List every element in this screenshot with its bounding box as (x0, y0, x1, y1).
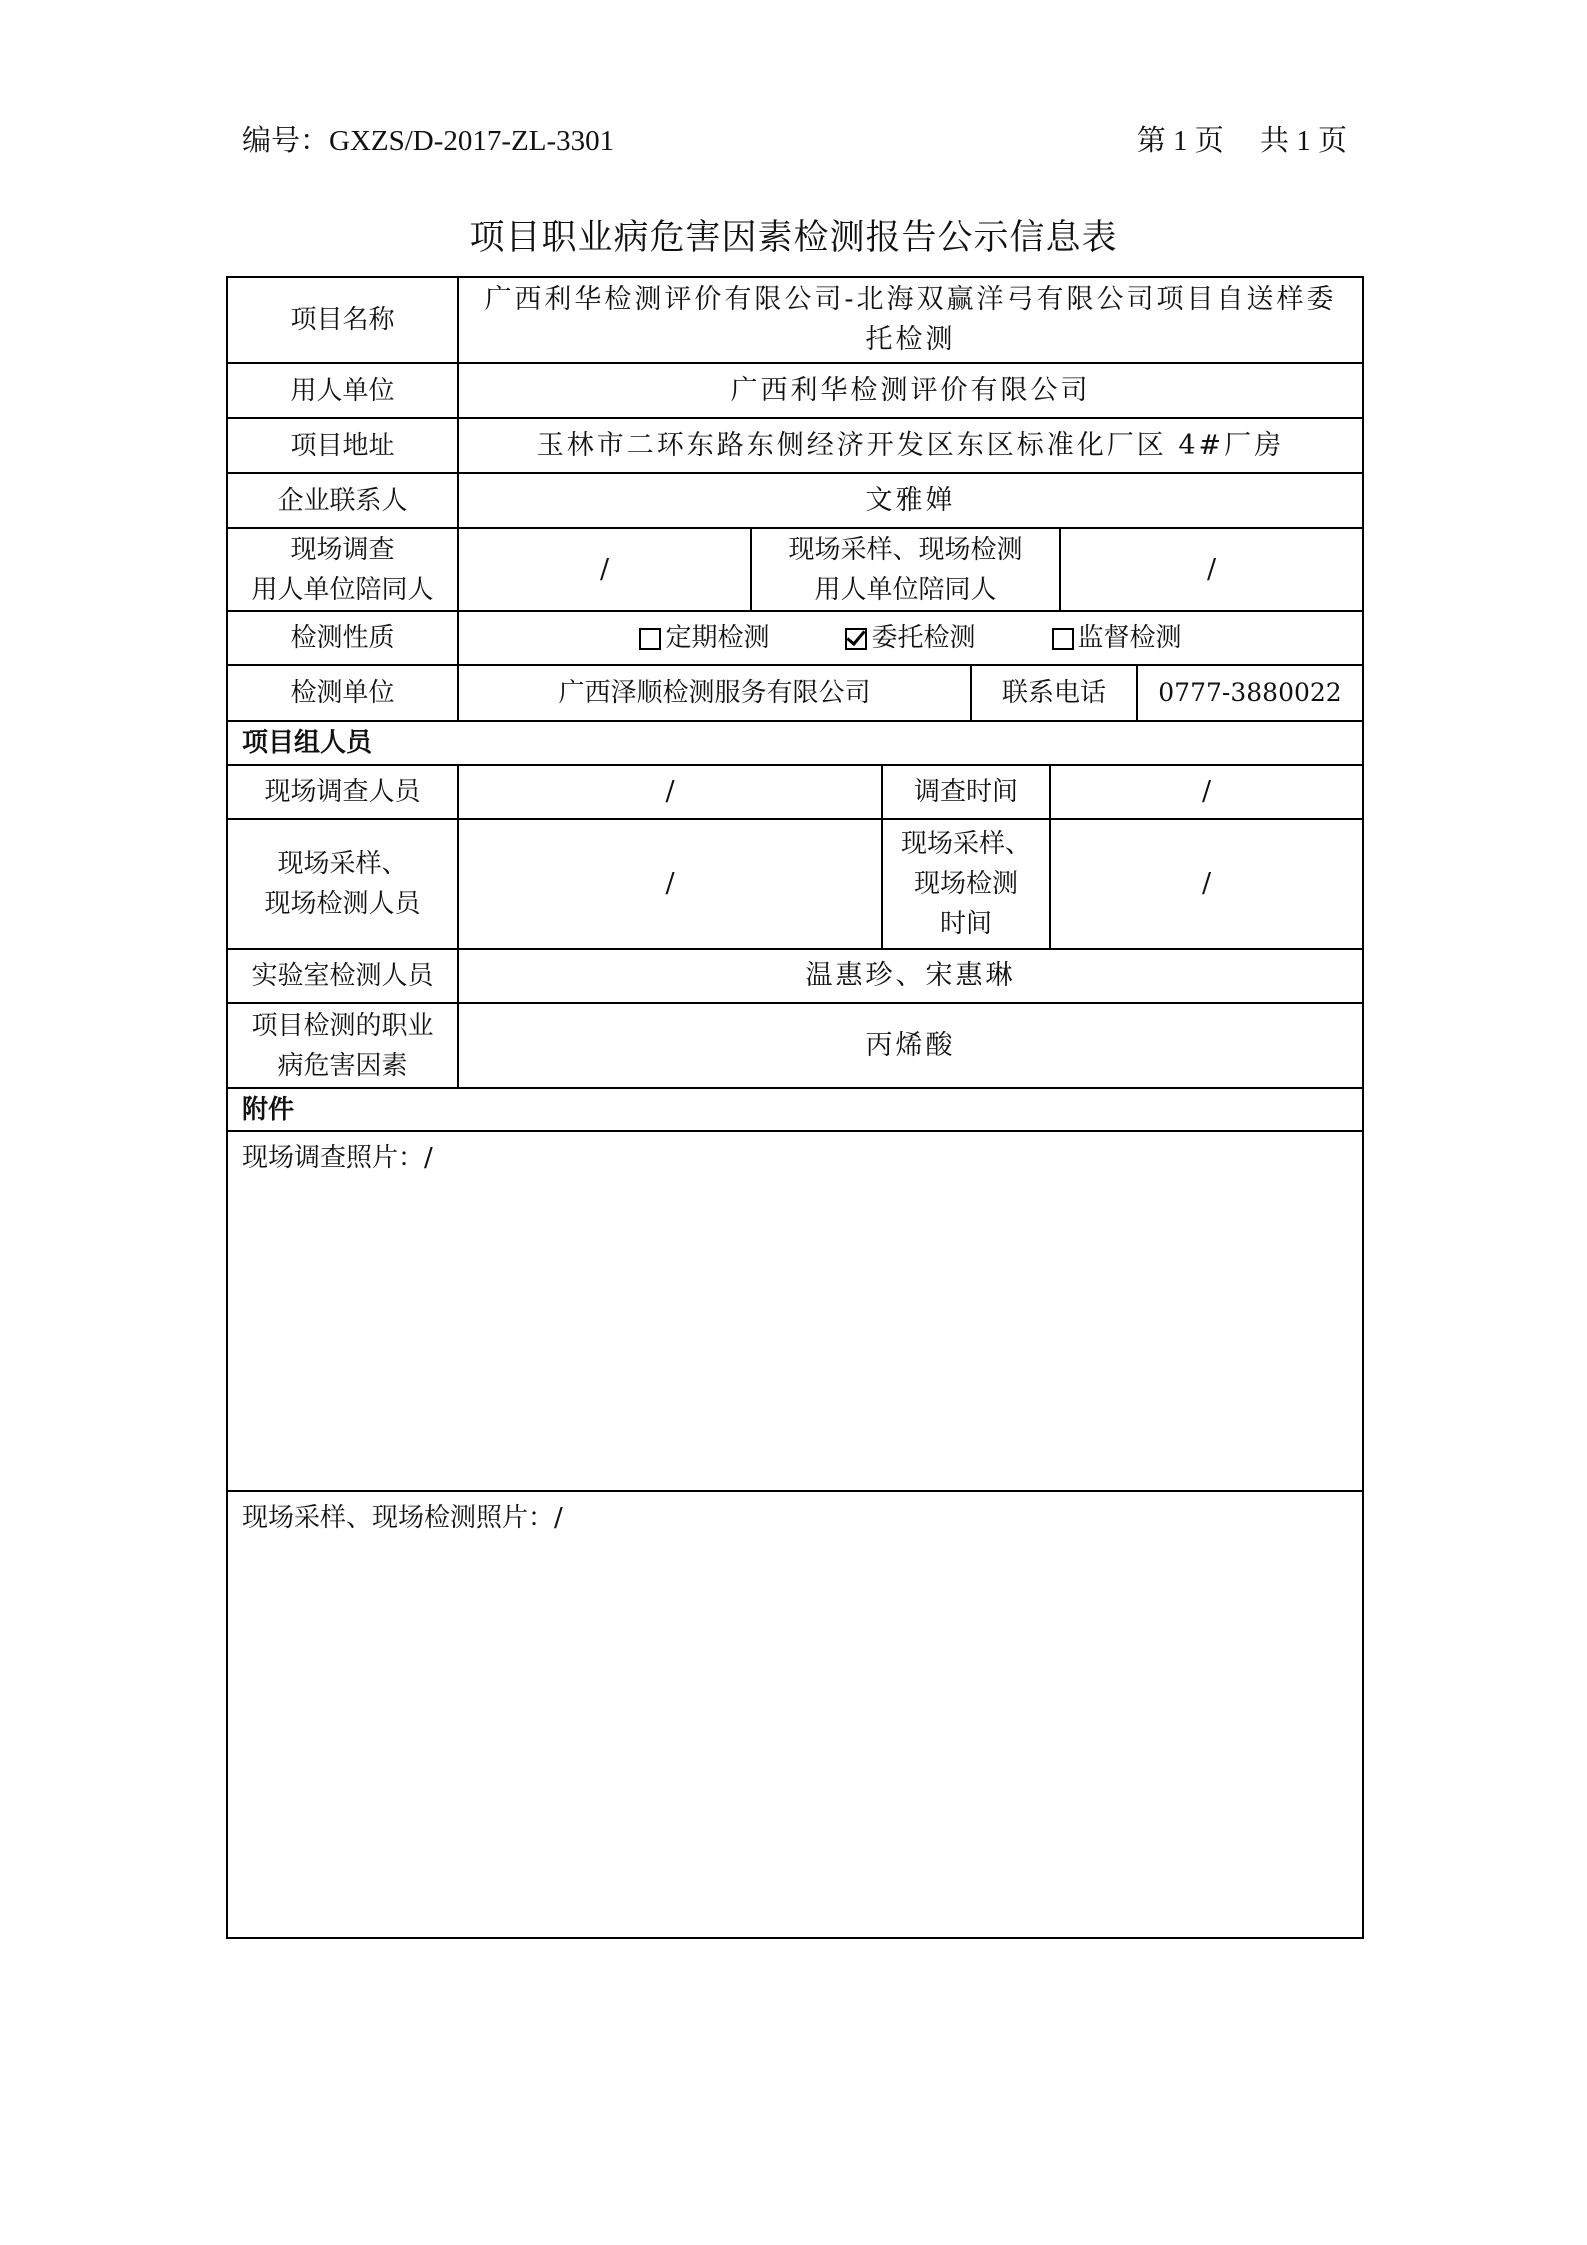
row-survey-staff (228, 764, 1362, 818)
lab-staff-label: 实验室检测人员 (251, 961, 434, 991)
survey-photos-label: 现场调查照片：/ (242, 1143, 433, 1173)
address-label: 项目地址 (290, 430, 395, 461)
info-table (226, 276, 1364, 1939)
testing-unit-label: 检测单位 (290, 678, 395, 708)
hazards-label (228, 1004, 457, 1087)
option-supervisory[interactable] (1052, 618, 1182, 658)
hazards-value: 丙烯酸 (457, 1004, 1362, 1087)
option-commissioned-label: 委托检测 (871, 623, 976, 653)
row-team-section (228, 720, 1362, 764)
row-lab-staff (228, 948, 1362, 1002)
row-hazards (228, 1002, 1362, 1087)
sampling-time-label-line3: 时间 (939, 909, 992, 939)
sampling-escort-value: / (1059, 529, 1362, 610)
option-periodic[interactable] (639, 618, 769, 658)
document-number: 编号：GXZS/D-2017-ZL-3301 (242, 125, 615, 157)
row-survey-photos (228, 1130, 1362, 1490)
survey-staff-label: 现场调查人员 (264, 777, 421, 807)
sampling-staff-label-line2: 现场检测人员 (264, 889, 421, 919)
phone-value: 0777-3880022 (1136, 666, 1362, 720)
option-supervisory-label: 监督检测 (1077, 623, 1182, 653)
checkbox-checked-icon[interactable] (845, 628, 867, 650)
contact-label: 企业联系人 (277, 485, 408, 516)
sampling-time-label (881, 820, 1049, 948)
sampling-staff-label-line1: 现场采样、 (277, 849, 408, 879)
lab-staff-value: 温惠珍、宋惠琳 (457, 950, 1362, 1002)
phone-label: 联系电话 (970, 666, 1136, 720)
page-title: 项目职业病危害因素检测报告公示信息表 (469, 218, 1118, 258)
sampling-escort-label (750, 529, 1059, 610)
page-info: 第 1 页 共 1 页 (1136, 125, 1347, 157)
row-sampling-staff (228, 818, 1362, 948)
survey-staff-value: / (457, 766, 881, 818)
employer-label: 用人单位 (290, 375, 395, 406)
contact-value: 文雅婵 (457, 474, 1362, 527)
sampling-time-label-line1: 现场采样、 (900, 829, 1031, 859)
sampling-staff-label (228, 820, 457, 948)
survey-escort-label-line1: 现场调查 (290, 534, 395, 565)
row-nature (228, 610, 1362, 664)
row-employer (228, 362, 1362, 417)
row-project-name (228, 278, 1362, 362)
project-name-label: 项目名称 (290, 305, 395, 335)
row-attachments-section (228, 1087, 1362, 1130)
employer-value: 广西利华检测评价有限公司 (457, 364, 1362, 417)
sampling-time-value: / (1049, 820, 1362, 948)
survey-escort-value: / (457, 529, 750, 610)
hazards-label-line2: 病危害因素 (277, 1050, 408, 1081)
row-contact (228, 472, 1362, 527)
sampling-staff-value: / (457, 820, 881, 948)
option-commissioned[interactable] (845, 618, 975, 658)
survey-escort-label (228, 529, 457, 610)
testing-unit-value: 广西泽顺检测服务有限公司 (457, 666, 970, 720)
address-value: 玉林市二环东路东侧经济开发区东区标准化厂区 4#厂房 (457, 419, 1362, 472)
checkbox-unchecked-icon[interactable] (1052, 628, 1074, 650)
checkbox-unchecked-icon[interactable] (639, 628, 661, 650)
nature-options (457, 612, 1362, 664)
sampling-time-label-line2: 现场检测 (913, 869, 1018, 899)
sampling-escort-label-line2: 用人单位陪同人 (814, 574, 997, 605)
row-sampling-photos (228, 1490, 1362, 1937)
team-section-heading: 项目组人员 (242, 728, 373, 758)
row-escort (228, 527, 1362, 610)
option-periodic-label: 定期检测 (665, 623, 770, 653)
attachments-section-heading: 附件 (242, 1094, 295, 1125)
nature-label: 检测性质 (290, 623, 395, 653)
survey-escort-label-line2: 用人单位陪同人 (251, 574, 434, 605)
row-testing-unit (228, 664, 1362, 720)
survey-time-value: / (1049, 766, 1362, 818)
sampling-escort-label-line1: 现场采样、现场检测 (788, 534, 1023, 565)
row-address (228, 417, 1362, 472)
project-name-value: 广西利华检测评价有限公司-北海双赢洋弓有限公司项目自送样委托检测 (457, 278, 1362, 362)
sampling-photos-label: 现场采样、现场检测照片：/ (242, 1503, 563, 1533)
survey-time-label: 调查时间 (881, 766, 1049, 818)
hazards-label-line1: 项目检测的职业 (251, 1010, 434, 1041)
